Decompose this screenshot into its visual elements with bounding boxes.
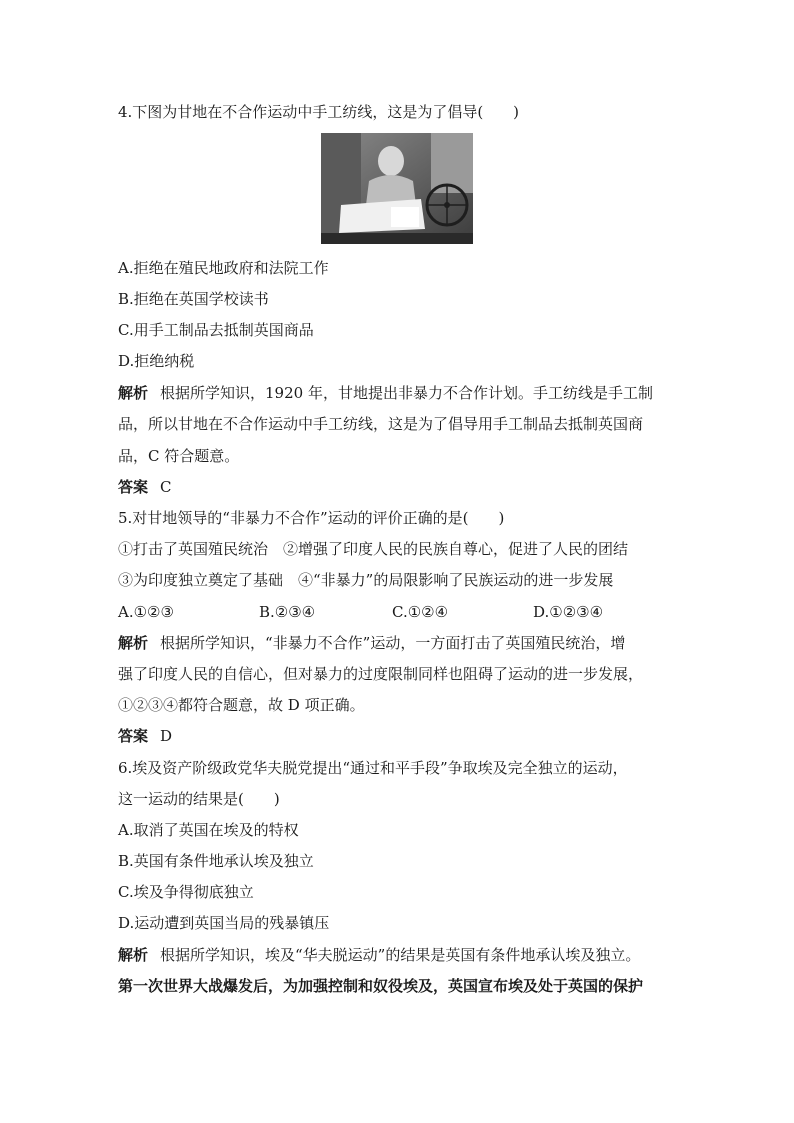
q4-answer-line [118,477,172,497]
q4-analysis-label: 解析 [118,384,149,402]
q5-analysis-line-3: ①②③④都符合题意，故 D 项正确。 [118,696,365,714]
q6-option-d: D.运动遭到英国当局的残暴镇压 [118,914,330,932]
q6-analysis-line-2: 第一次世界大战爆发后，为加强控制和奴役埃及，英国宣布埃及处于英国的保护 [118,977,644,995]
q5-stem: 5.对甘地领导的“非暴力不合作”运动的评价正确的是( ) [118,509,505,527]
q5-statements-line-2: ③为印度独立奠定了基础 ④“非暴力”的局限影响了民族运动的进一步发展 [118,571,614,589]
q5-analysis-line-1 [118,633,625,653]
q5-answer-value: D [160,727,173,745]
q5-statements-line-1: ①打击了英国殖民统治 ②增强了印度人民的民族自尊心，促进了人民的团结 [118,540,629,558]
q5-answer-label: 答案 [118,727,149,745]
q4-analysis-line-1 [118,383,653,403]
q6-analysis-label: 解析 [118,946,149,964]
q4-stem: 4.下图为甘地在不合作运动中手工纺线，这是为了倡导( ) [118,103,520,121]
q4-analysis-text-1: 根据所学知识，1920 年，甘地提出非暴力不合作计划。手工纺线是手工制 [160,384,653,402]
q6-analysis-line-1 [118,945,640,965]
q5-analysis-text-1: 根据所学知识，“非暴力不合作”运动，一方面打击了英国殖民统治，增 [160,634,626,652]
q4-option-b: B.拒绝在英国学校读书 [118,290,269,308]
q6-analysis-text-1: 根据所学知识，埃及“华夫脱运动”的结果是英国有条件地承认埃及独立。 [160,946,641,964]
q6-stem-line-2: 这一运动的结果是( ) [118,790,280,808]
q6-option-c: C.埃及争得彻底独立 [118,883,254,901]
q5-option-c: C.①②④ [392,603,449,621]
q6-stem-line-1: 6.埃及资产阶级政党华夫脱党提出“通过和平手段”争取埃及完全独立的运动， [118,759,628,777]
q4-option-d: D.拒绝纳税 [118,352,195,370]
q5-analysis-label: 解析 [118,634,149,652]
q5-option-a: A.①②③ [118,603,174,621]
q6-option-a: A.取消了英国在埃及的特权 [118,821,299,839]
q4-option-c: C.用手工制品去抵制英国商品 [118,321,314,339]
q5-option-b: B.②③④ [259,603,316,621]
gandhi-spinning-photo [321,133,473,244]
q5-analysis-line-2: 强了印度人民的自信心，但对暴力的过度限制同样也阻碍了运动的进一步发展， [118,665,644,683]
q6-option-b: B.英国有条件地承认埃及独立 [118,852,314,870]
q4-option-a: A.拒绝在殖民地政府和法院工作 [118,259,329,277]
q4-answer-label: 答案 [118,478,149,496]
q4-answer-value: C [160,478,172,496]
q5-answer-line [118,726,172,746]
q4-analysis-line-2: 品，所以甘地在不合作运动中手工纺线，这是为了倡导用手工制品去抵制英国商 [118,415,644,433]
q5-option-d: D.①②③④ [533,603,604,621]
photo-illustration [321,133,473,244]
q4-analysis-line-3: 品，C 符合题意。 [118,447,240,465]
